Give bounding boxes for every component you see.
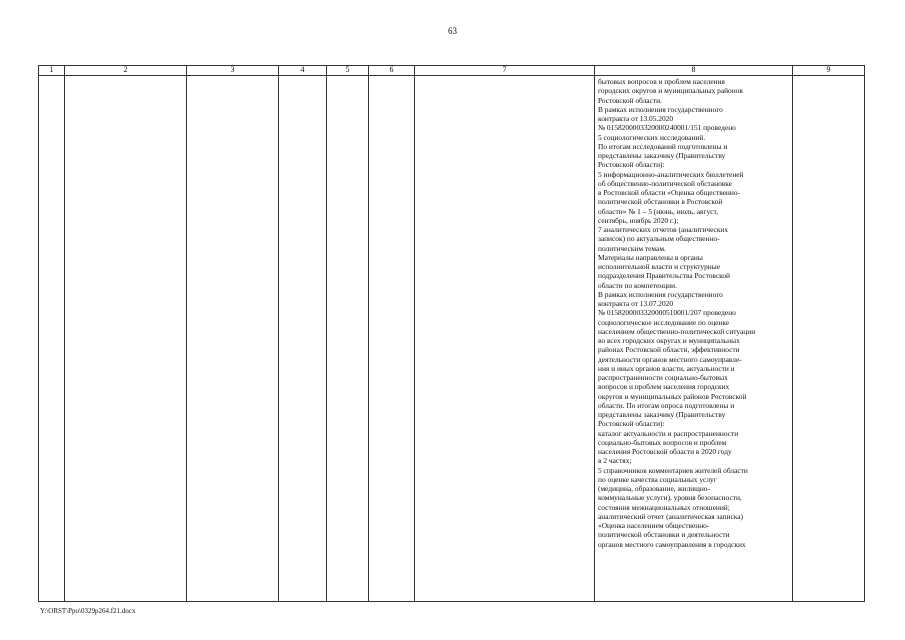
- column-number-row: [39, 66, 865, 76]
- text-line: бытовых вопросов и проблем населения: [598, 77, 725, 86]
- text-line: 7 аналитических отчетов (аналитических: [598, 225, 729, 234]
- text-line: Ростовской области.: [598, 95, 662, 105]
- text-line: представлены заказчику (Правительству: [598, 151, 726, 160]
- table-row: [39, 76, 865, 602]
- cell-col-3: [187, 76, 279, 602]
- text-line: политической обстановки и деятельности: [598, 530, 730, 540]
- text-line: В рамках исполнения государственного: [598, 104, 723, 114]
- text-line: Ростовской области):: [598, 160, 665, 170]
- text-line: Материалы направлены в органы: [598, 252, 703, 262]
- text-line: округов и муниципальных районов Ростовской: [598, 391, 747, 401]
- text-line: районах Ростовской области, эффективности: [598, 345, 740, 355]
- report-table: [38, 65, 865, 602]
- text-line: исполнительной власти и структурные: [598, 262, 720, 271]
- text-line: № 0158200003320000510001/207 проведено: [598, 308, 736, 318]
- column-number-1: 1: [39, 66, 65, 76]
- text-line: подразделения Правительства Ростовской: [598, 271, 730, 281]
- text-line: об общественно-политической обстановке: [598, 178, 732, 188]
- text-line: представлены заказчику (Правительству: [598, 410, 726, 419]
- text-line: сентябрь, ноябрь 2020 г.);: [598, 215, 679, 225]
- text-line: в Ростовской области «Оценка общественно-: [598, 188, 740, 197]
- cell-col-8-results: [595, 76, 793, 602]
- column-number-5: 5: [327, 66, 369, 76]
- column-number-6: 6: [369, 66, 415, 76]
- column-number-7: 7: [415, 66, 595, 76]
- text-line: населением общественно-политической ситуации: [598, 326, 756, 336]
- text-line: распространенности социально-бытовых: [598, 373, 728, 382]
- text-line: по оценке качества социальных услуг: [598, 474, 717, 484]
- text-line: во всех городских округах и муниципальных: [598, 336, 740, 345]
- text-line: В рамках исполнения государственного: [598, 289, 723, 299]
- text-line: 5 справочников комментариев жителей области: [598, 465, 748, 475]
- text-line: социологическое исследование по оценке: [598, 317, 730, 327]
- column-number-8: 8: [595, 66, 793, 76]
- text-line: области по компетенции.: [598, 280, 677, 290]
- text-line: 5 информационно-аналитических бюллетеней: [598, 169, 744, 179]
- text-line: социально-бытовых вопросов и проблем: [598, 437, 727, 447]
- file-path: Y:\ORST\Ppo\0329p264.f21.docx: [40, 607, 136, 615]
- text-line: состояния межнациональных отношений;: [598, 502, 730, 512]
- text-line: политическим темам.: [598, 243, 666, 253]
- text-line: каталог актуальности и распространенности: [598, 428, 739, 438]
- text-line: в 2 частях;: [598, 456, 632, 466]
- text-line: записок) по актуальным общественно-: [598, 234, 720, 244]
- column-number-4: 4: [279, 66, 327, 76]
- cell-col-5: [327, 76, 369, 602]
- text-line: По итогам исследований подготовлены и: [598, 141, 728, 151]
- cell-col-1: [39, 76, 65, 602]
- text-line: аналитический отчет (аналитическая записка): [598, 511, 743, 521]
- text-line: городских округов и муниципальных районов: [598, 86, 743, 96]
- text-line: контракта от 13.07.2020: [598, 299, 674, 308]
- text-line: № 0158200003320000240001/151 проведено: [598, 123, 736, 133]
- text-line: деятельности органов местного самоуправле-: [598, 354, 742, 364]
- text-line: 5 социологических исследований.: [598, 132, 706, 142]
- text-line: вопросов и проблем населения городских: [598, 382, 730, 392]
- text-line: ния и иных органов власти, актуальности и: [598, 363, 735, 373]
- column-number-2: 2: [65, 66, 187, 76]
- page-number: 63: [448, 26, 457, 36]
- text-line: «Оценка населением общественно-: [598, 521, 710, 530]
- text-line: коммунальные услуги), уровня безопасности,: [598, 493, 742, 503]
- text-line: органов местного самоуправления в городских: [598, 539, 746, 549]
- text-line: (медицина, образование, жилищно-: [598, 484, 710, 493]
- cell-col-6: [369, 76, 415, 602]
- results-text: [598, 77, 790, 549]
- text-line: Ростовской области):: [598, 419, 665, 429]
- text-line: контракта от 13.05.2020: [598, 114, 674, 123]
- cell-col-9: [793, 76, 865, 602]
- column-number-9: 9: [793, 66, 865, 76]
- text-line: области. По итогам опроса подготовлены и: [598, 400, 735, 410]
- column-number-3: 3: [187, 66, 279, 76]
- text-line: области» № 1 – 5 (июнь, июль, август,: [598, 206, 719, 216]
- text-line: населения Ростовской области в 2020 году: [598, 447, 732, 456]
- text-line: политической обстановки в Ростовской: [598, 197, 723, 207]
- cell-col-4: [279, 76, 327, 602]
- cell-col-2: [65, 76, 187, 602]
- cell-col-7: [415, 76, 595, 602]
